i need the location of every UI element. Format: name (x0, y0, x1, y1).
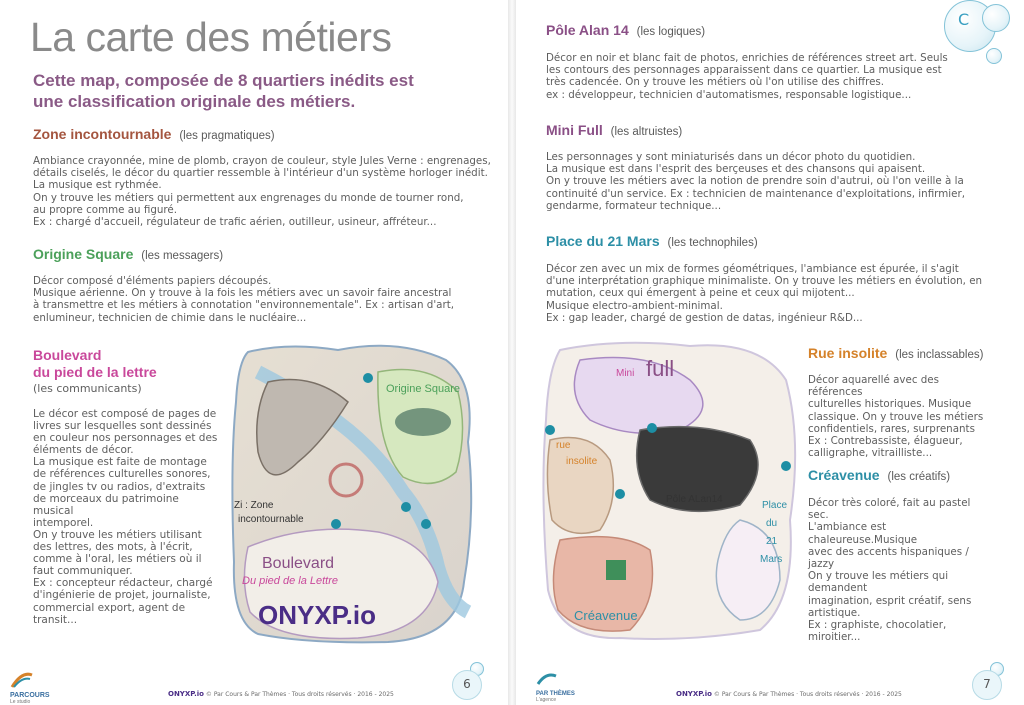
onyxp-logo: ONYXP.io (258, 600, 377, 630)
body-line: Musique electro-ambient-minimal. (546, 299, 723, 312)
body-line: d'une interprétation graphique minimaliste. On y trouve les métiers en évolution, en (546, 275, 983, 288)
map-node (331, 519, 341, 529)
footer-text (168, 690, 394, 698)
body-line: L'ambiance est chaleureuse.Musique (808, 521, 918, 546)
body-line: comme à l'oral, les métiers où il (33, 553, 202, 566)
map-node (545, 425, 555, 435)
section-title-rue-insolite (808, 345, 983, 361)
body-line: On y trouve les métiers utilisant (33, 528, 202, 541)
parcours-logo-icon (10, 669, 34, 689)
section-subtitle: (les technophiles) (667, 237, 758, 249)
section-body-origine-square (33, 275, 493, 324)
body-line: artistique. (808, 606, 861, 619)
map-label-rue: rue (556, 440, 571, 451)
section-title-text: Mini Full (546, 122, 603, 138)
section-title-boulevard (33, 347, 157, 381)
body-line: La musique est dans l'esprit des berçeuses et des chansons qui apaisent. (546, 163, 926, 176)
page-number: 6 (452, 670, 482, 700)
body-line: Ex : chargé d'accueil, régulateur de trafic aérien, outilleur, usineur, affréteur... (33, 216, 437, 229)
body-line: Décor aquarellé avec des références (808, 374, 939, 399)
map-node (421, 519, 431, 529)
section-title-creavenue (808, 467, 950, 483)
map-label-zi: Zi : Zone (234, 500, 274, 511)
body-line: avec des accents hispaniques / jazzy (808, 545, 969, 571)
section-title-text: du pied de la lettre (33, 364, 157, 380)
section-subtitle: (les logiques) (636, 26, 706, 38)
body-line: On y trouve les métiers qui demandent (808, 570, 949, 595)
body-line: Ex : concepteur rédacteur, chargé (33, 577, 213, 590)
footer-onyxp-logo: ONYXP.io (676, 690, 712, 698)
par-themes-logo-icon (536, 672, 558, 686)
section-title-text: Rue insolite (808, 345, 888, 361)
map-label-pole: Pôle ALan14 (666, 494, 723, 505)
map-node (647, 423, 657, 433)
body-line: à transmettre et les métiers à connotation "environnementale". Ex : artisan d'art, (33, 299, 455, 312)
body-line: Ex : graphiste, chocolatier, miroitier... (808, 619, 947, 644)
section-body-creavenue (808, 497, 993, 643)
body-line: Les personnages y sont miniaturisés dans un décor photo du quotidien. (546, 151, 916, 163)
body-line: faut communiquer. (33, 565, 133, 578)
section-subtitle: (les communicants) (33, 382, 142, 395)
footer-text (676, 690, 902, 698)
body-line: Décor très coloré, fait au pastel sec. (808, 497, 971, 522)
footer-copyright: © Par Cours & Par Thèmes · Tous droits réservés · 2016 - 2025 (205, 691, 394, 698)
body-line: continuité d'un service. Ex : technicien de maintenance d'exploitations, infirmier, (546, 187, 965, 200)
map-label-origine: Origine Square (386, 383, 460, 395)
body-line: La musique est rythmée. (33, 179, 162, 192)
body-line: ex : développeur, technicien d'automatismes, responsable logistique... (546, 88, 912, 101)
map-label-zi: incontournable (238, 514, 304, 525)
section-title-pole-alan (546, 22, 705, 38)
body-line: Décor en noir et blanc fait de photos, enrichies de références street art. Seuls (546, 52, 948, 64)
parcours-logo-sub: Le studio (10, 699, 31, 705)
map-label-boulevard-sub: Du pied de la Lettre (242, 575, 339, 587)
page-title: La carte des métiers (30, 14, 392, 60)
section-title-mini-full (546, 122, 682, 138)
map-node (401, 502, 411, 512)
body-line: en couleur nos personnages et des (33, 432, 218, 445)
body-line: de jingles tv ou radios, d'extraits (33, 480, 206, 493)
par-themes-logo-sub: L'agence (536, 697, 557, 703)
body-line: des lettres, des mots, à l'écrit, (33, 541, 193, 554)
map-label-place: 21 (766, 536, 778, 547)
section-body-boulevard (33, 408, 218, 626)
body-line: Décor composé d'éléments papiers découpés. (33, 275, 272, 287)
map-illustration-right (540, 340, 802, 640)
section-subtitle: (les créatifs) (887, 471, 951, 483)
section-subtitle: (les messagers) (141, 250, 224, 262)
bubble-decoration (982, 4, 1010, 32)
section-title-text: Créavenue (808, 467, 880, 483)
section-body-mini-full (546, 151, 1006, 212)
intro-text: Cette map, composée de 8 quartiers inédits est une classification originale des métiers. (33, 71, 414, 111)
body-line: classique. On y trouve les métiers (808, 410, 984, 423)
map-label-full: full (646, 356, 675, 381)
map-label-place: du (766, 518, 778, 529)
body-line: transit... (33, 613, 78, 626)
body-line: intemporel. (33, 516, 94, 529)
rue-insolite-area (547, 438, 613, 534)
body-line: éléments de décor. (33, 444, 134, 457)
body-line: au propre comme au figuré. (33, 203, 178, 216)
map-label-rue: insolite (566, 456, 598, 467)
body-line: Musique aérienne. On y trouve à la fois les métiers avec un savoir faire ancestral (33, 287, 452, 300)
map-label-place: Place (762, 500, 788, 511)
section-title-text: Zone incontournable (33, 126, 172, 142)
body-line: livres sur lesquelles sont dessinés (33, 420, 212, 433)
body-line: Ex : gap leader, chargé de gestion de datas, ingénieur R&D... (546, 311, 863, 324)
body-line: commercial export, agent de (33, 601, 186, 614)
body-line: détails ciselés, le décor du quartier ressemble à l'intérieur d'un système horloger inédit. (33, 167, 488, 180)
body-line: de références culturelles sonores, (33, 468, 211, 481)
body-line: On y trouve les métiers qui permettent aux engrenages du monde de tourner rond, (33, 191, 464, 204)
map-label-mini: Mini (616, 368, 635, 379)
right-page (516, 0, 1024, 705)
footer-copyright: © Par Cours & Par Thèmes · Tous droits réservés · 2016 - 2025 (713, 691, 902, 698)
body-line: imagination, esprit créatif, sens (808, 594, 972, 607)
map-node (781, 461, 791, 471)
parcours-logo (10, 669, 50, 705)
section-body-place-21-mars (546, 263, 1006, 324)
section-body-rue-insolite (808, 374, 993, 459)
map-node (615, 489, 625, 499)
par-themes-logo-text: PAR THÈMES (536, 691, 575, 697)
map-label-boulevard: Boulevard (262, 555, 335, 572)
section-title-text: Pôle Alan 14 (546, 22, 629, 38)
body-line: les contours des personnages apparaissent dans ce quartier. La musique est (546, 64, 942, 77)
left-page (0, 0, 508, 705)
body-line: gendarme, formateur technique... (546, 199, 722, 212)
bubble-decoration (986, 48, 1002, 64)
body-line: confidentiels, rares, surprenants (808, 422, 975, 435)
body-line: La musique est faite de montage (33, 456, 207, 469)
body-line: Ex : Contrebassiste, élagueur, (808, 435, 963, 448)
section-title-text: Boulevard (33, 347, 102, 363)
map-label-creavenue: Créavenue (574, 608, 638, 623)
window-square (606, 560, 626, 580)
section-body-zone-incontournable (33, 155, 493, 228)
body-line: culturelles historiques. Musique (808, 398, 972, 411)
body-line: On y trouve les métiers avec la notion de prendre soin d'autrui, où l'on veille à la (546, 175, 964, 188)
map-node (363, 373, 373, 383)
body-line: très cadencée. On y trouve les métiers où l'on utilise des chiffres. (546, 76, 885, 89)
body-line: Le décor est composé de pages de (33, 408, 217, 420)
page-gutter (508, 0, 516, 705)
section-subtitle: (les pragmatiques) (179, 130, 275, 142)
section-title-place-21-mars (546, 233, 758, 249)
map-label-place: Mars (760, 554, 783, 565)
section-subtitle: (les altruistes) (610, 126, 683, 138)
page-number: 7 (972, 670, 1002, 700)
par-themes-logo (536, 672, 575, 703)
parcours-logo-text: PARCOURS (10, 692, 50, 699)
map-illustration-left (228, 342, 476, 644)
section-title-origine-square (33, 246, 223, 262)
body-line: de morceaux du patrimoine musical (33, 492, 179, 517)
section-subtitle: (les inclassables) (895, 349, 984, 361)
body-line: enlumineur, technicien de chimie dans le nucléaire... (33, 311, 307, 324)
section-title-text: Origine Square (33, 246, 134, 262)
footer-onyxp-logo: ONYXP.io (168, 690, 204, 698)
body-line: calligraphe, vitrailliste... (808, 447, 933, 460)
body-line: Décor zen avec un mix de formes géométriques, l'ambiance est épurée, il s'agit (546, 263, 959, 275)
body-line: mutation, ceux qui émergent à peine et ceux qui mijotent... (546, 287, 855, 300)
body-line: d'ingénierie de projet, journaliste, (33, 589, 211, 602)
body-line: Ambiance crayonnée, mine de plomb, crayon de couleur, style Jules Verne : engrenages, (33, 155, 491, 167)
section-body-pole-alan (546, 52, 986, 101)
corner-letter: C (958, 10, 970, 29)
origine-square-pond (395, 408, 451, 436)
section-title-text: Place du 21 Mars (546, 233, 660, 249)
section-title-zone-incontournable (33, 126, 275, 142)
